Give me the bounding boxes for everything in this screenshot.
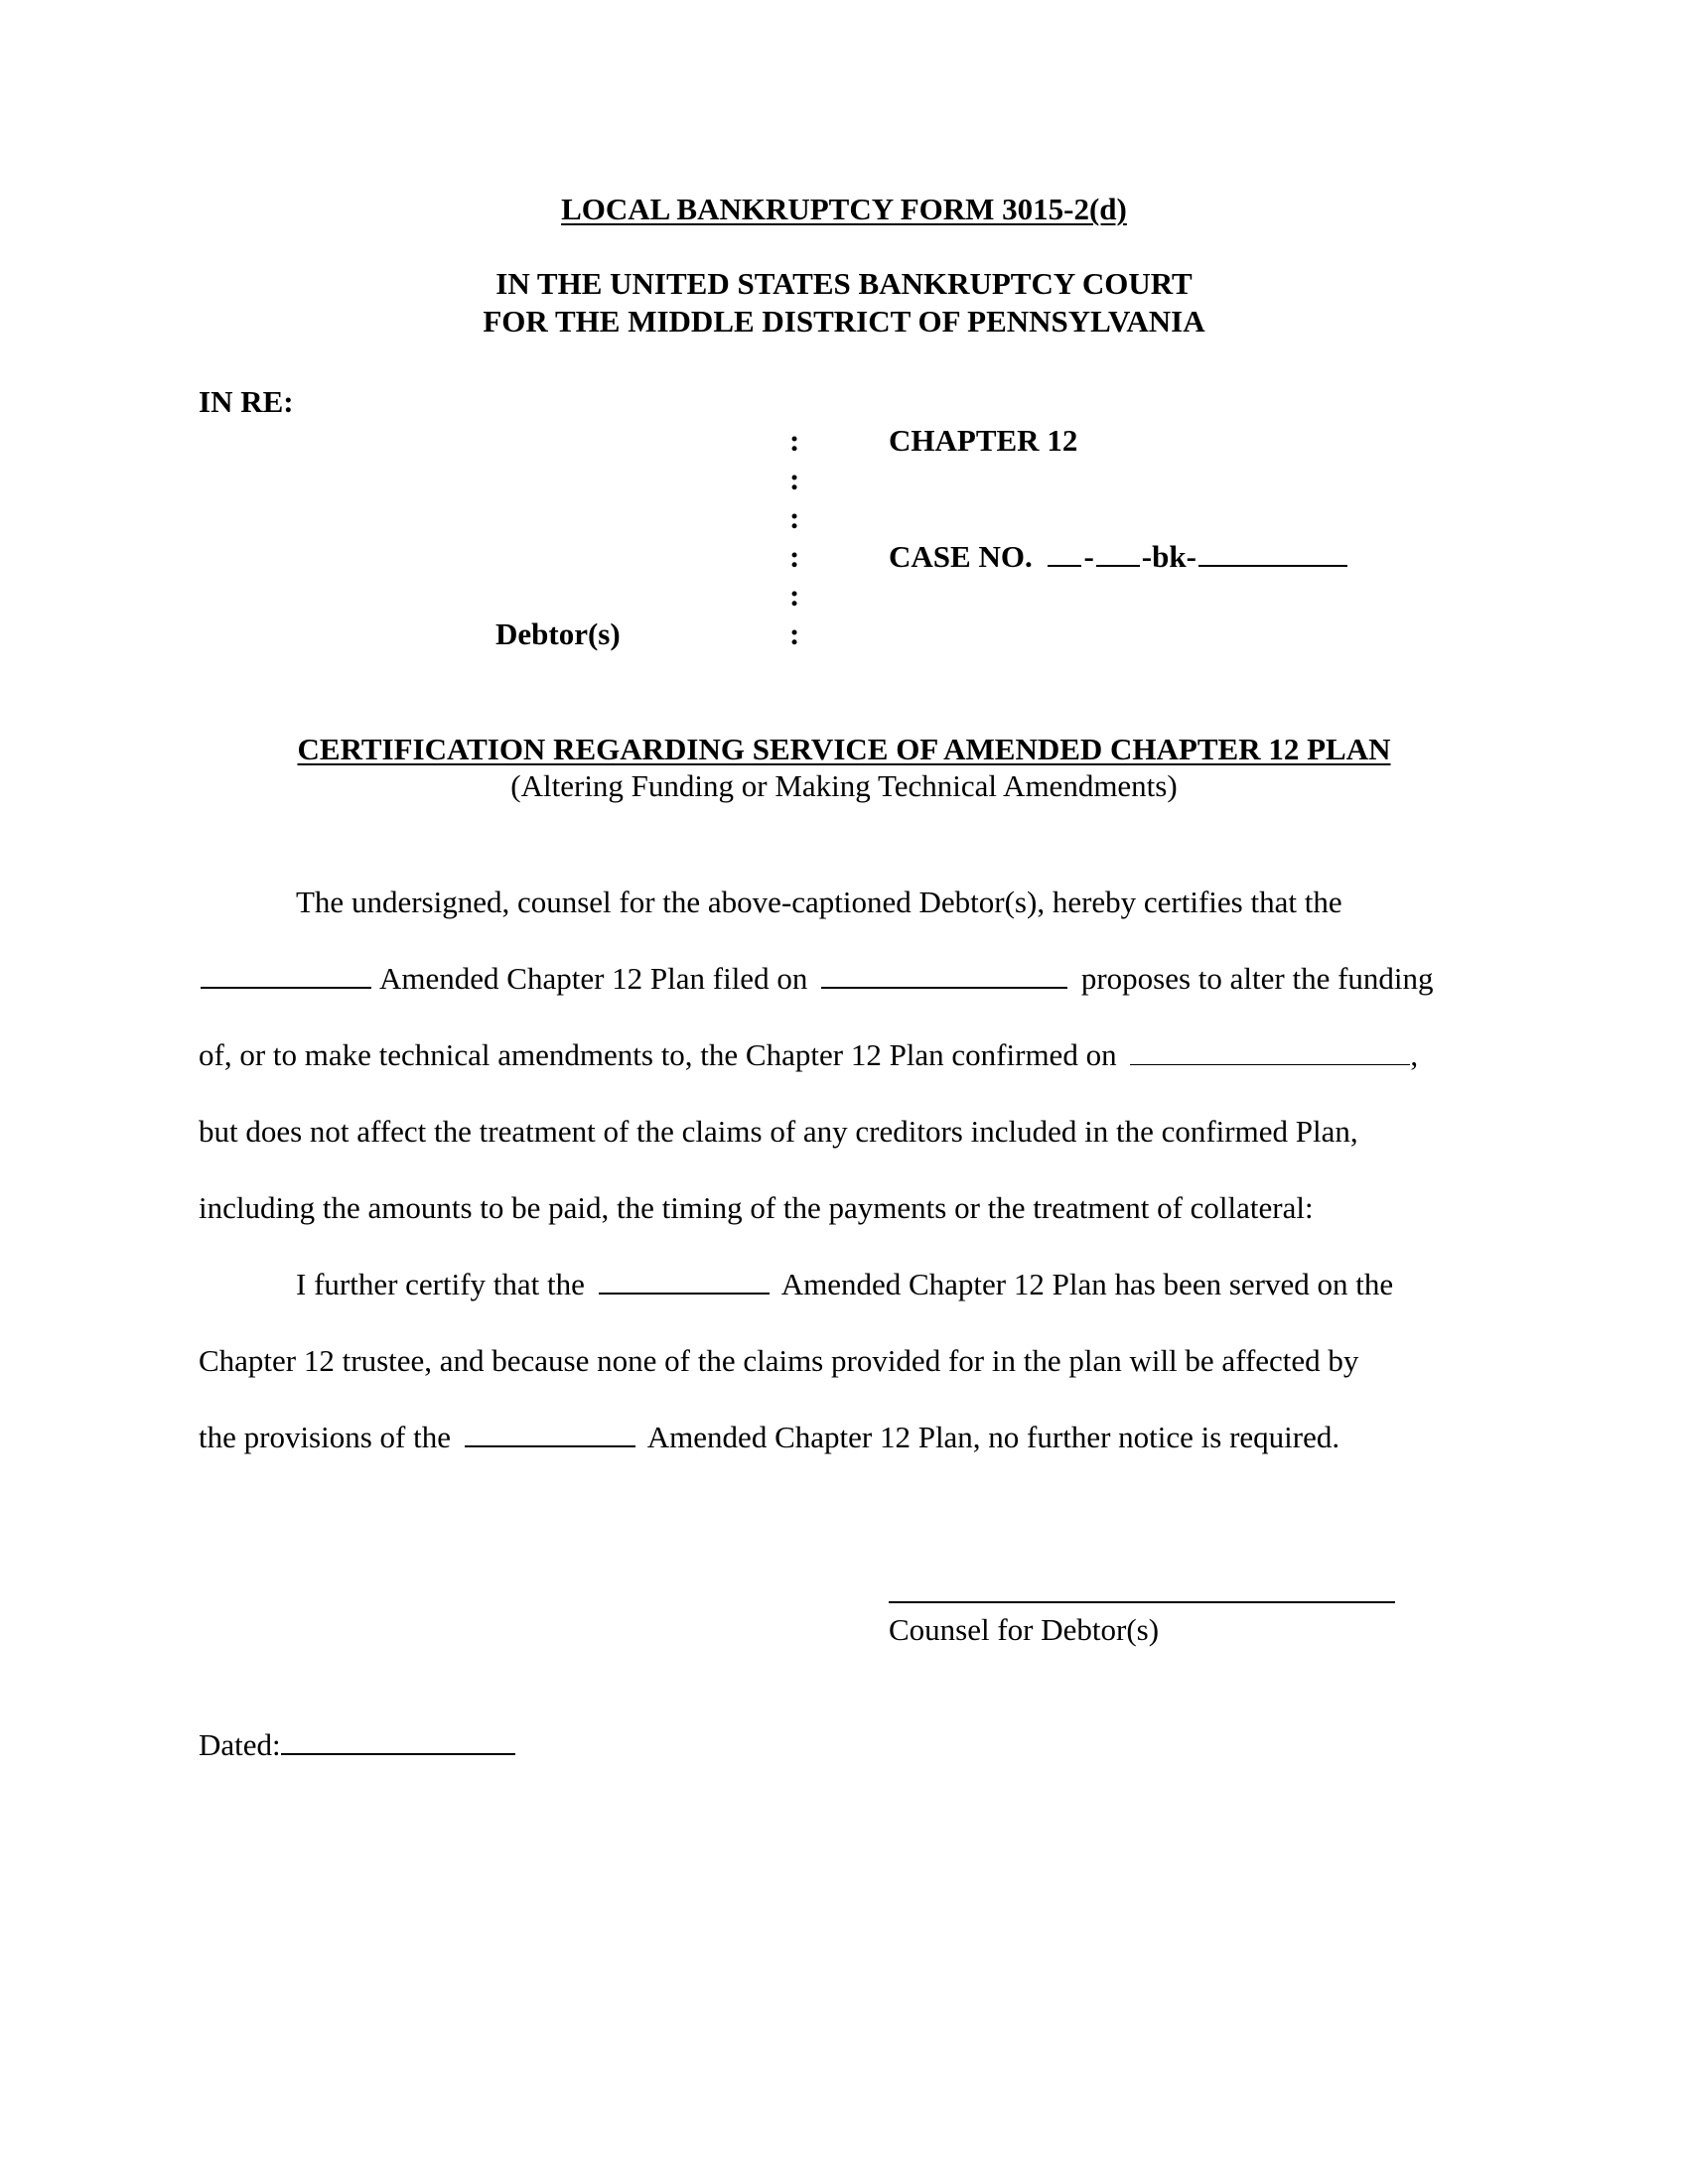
certification-title: CERTIFICATION REGARDING SERVICE OF AMENDED CHAPTER 12 PLAN [297,732,1391,766]
case-office-blank[interactable] [1096,563,1140,567]
case-number [889,539,1349,575]
caption-colon: : [789,578,800,613]
in-re-label: IN RE: [199,384,294,419]
paragraph-1-line-2: Amended Chapter 12 Plan filed on proposes to alter the funding [199,961,1434,997]
caption-colon: : [789,423,800,458]
court-line-1: IN THE UNITED STATES BANKRUPTCY COURT [495,266,1193,301]
certification-subtitle: (Altering Funding or Making Technical Amendments) [510,768,1178,803]
confirmed-date-blank[interactable] [1130,1062,1410,1065]
amendment-number-blank[interactable] [465,1443,635,1447]
form-title: LOCAL BANKRUPTCY FORM 3015-2(d) [561,192,1127,226]
paragraph-1-line-3: of, or to make technical amendments to, the Chapter 12 Plan confirmed on , [199,1037,1419,1072]
filed-date-blank[interactable] [821,985,1067,989]
case-year-blank[interactable] [1048,563,1081,567]
signature-line[interactable] [889,1601,1395,1603]
caption-colon: : [789,539,800,574]
debtor-label: Debtor(s) [495,616,621,651]
signature-label: Counsel for Debtor(s) [889,1612,1160,1647]
paragraph-2-line-1: I further certify that the Amended Chapter 12 Plan has been served on the [296,1267,1394,1301]
case-number-blank[interactable] [1198,563,1347,567]
case-no-label: CASE NO. [889,539,1033,574]
paragraph-1-line-5: including the amounts to be paid, the timing of the payments or the treatment of collateral: [199,1190,1314,1225]
amendment-number-blank[interactable] [599,1291,770,1295]
case-sep: - [1083,539,1094,574]
case-bk: -bk- [1141,539,1196,574]
paragraph-2-line-2: Chapter 12 trustee, and because none of the claims provided for in the plan will be affected by [199,1343,1359,1378]
dated-field: Dated: [199,1727,517,1763]
paragraph-1-line-4: but does not affect the treatment of the claims of any creditors included in the confirmed Plan, [199,1114,1358,1149]
amendment-number-blank[interactable] [201,985,371,989]
caption-colon: : [789,500,800,535]
caption-colon: : [789,462,800,496]
paragraph-1-line-1: The undersigned, counsel for the above-captioned Debtor(s), hereby certifies that the [296,885,1342,919]
paragraph-2-line-3: the provisions of the Amended Chapter 12 Plan, no further notice is required. [199,1420,1340,1454]
court-line-2: FOR THE MIDDLE DISTRICT OF PENNSYLVANIA [483,304,1205,339]
chapter-label: CHAPTER 12 [889,423,1078,458]
dated-blank[interactable] [281,1751,515,1755]
caption-colon: : [789,616,800,651]
